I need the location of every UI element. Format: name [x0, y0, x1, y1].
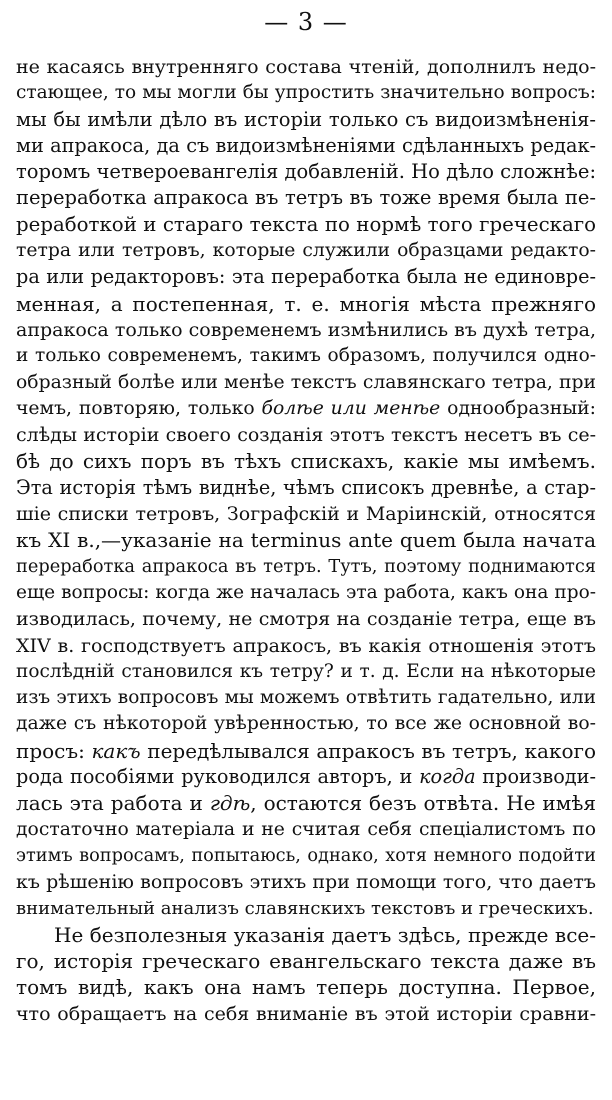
text-segment: , остаются безъ отвѣта. Не имѣя: [250, 791, 596, 816]
text-line: Не безполезныя указанія даетъ здѣсь, прежде все-: [54, 922, 596, 947]
text-line: ра или редакторовъ: эта переработка была не единовре-: [16, 265, 596, 289]
text-segment: однообразный:: [440, 397, 596, 419]
text-line: стающее, то мы могли бы упростить значительно вопросъ:: [16, 82, 596, 104]
text-line: апракоса только современемъ измѣнились въ духѣ тетра,: [16, 318, 596, 341]
text-line: [16, 790, 596, 816]
text-segment: рода пособіями руководился авторъ, и: [16, 765, 420, 789]
text-line: къ XI в.,—указаніе на terminus ante quem была начата: [16, 528, 596, 553]
italic-text-segment: болѣе или менѣе: [261, 397, 441, 419]
text-line: къ рѣшенію вопросовъ этихъ при помощи того, что даетъ: [16, 871, 596, 894]
text-line: достаточно матеріала и не считая себя спеціалистомъ по: [16, 818, 596, 840]
text-line: [16, 396, 596, 422]
text-line: XIV в. господствуетъ апракосъ, въ какія отношенія этотъ: [16, 634, 596, 657]
text-segment: передѣлывался апракосъ въ тетръ, какого: [140, 738, 596, 763]
text-line: бѣ до сихъ поръ въ тѣхъ спискахъ, какіе мы имѣемъ.: [16, 449, 596, 474]
text-line: томъ видѣ, какъ она намъ теперь доступна. Первое,: [16, 975, 596, 1000]
italic-text-segment: гдѣ: [209, 791, 251, 816]
text-line: еще вопросы: когда же началась эта работа, какъ она про-: [16, 581, 596, 603]
text-line: изводилась, почему, не смотря на созданіе тетра, еще въ: [16, 608, 596, 631]
italic-text-segment: когда: [419, 765, 476, 789]
text-line: переработка апракоса въ тетръ. Тутъ, поэтому поднимаются: [16, 556, 596, 577]
text-segment: лась эта работа и: [16, 791, 210, 816]
text-line: менная, а постепенная, т. е. многія мѣста прежняго: [16, 291, 596, 316]
text-segment: чемъ, повторяю, только: [16, 397, 262, 419]
text-line: ми апракоса, да съ видоизмѣненіями сдѣланныхъ редак-: [16, 133, 596, 157]
text-line: шіе списки тетровъ, Зографскій и Маріинскій, относятся: [16, 503, 596, 526]
text-line: что обращаетъ на себя вниманіе въ этой исторіи сравни-: [16, 1002, 596, 1025]
italic-text-segment: какъ: [91, 738, 141, 763]
text-line: этимъ вопросамъ, попытаюсь, однако, хотя немного подойти: [16, 845, 596, 866]
text-line: образный болѣе или менѣе текстъ славянскаго тетра, при: [16, 371, 596, 393]
text-line: [16, 738, 596, 764]
text-line: внимательный анализъ славянскихъ текстовъ и греческихъ.: [16, 897, 594, 919]
text-line: [16, 764, 596, 790]
text-line: мы бы имѣли дѣло въ исторіи только съ видоизмѣненія-: [16, 107, 596, 131]
text-line: послѣдній становился къ тетру? и т. д. Если на нѣкоторые: [16, 660, 596, 682]
text-line: слѣды исторіи своего созданія этотъ текстъ несетъ въ се-: [16, 424, 596, 447]
text-line: изъ этихъ вопросовъ мы можемъ отвѣтить гадательно, или: [16, 687, 596, 709]
text-line: Эта исторія тѣмъ виднѣе, чѣмъ списокъ древнѣе, а стар-: [16, 475, 596, 499]
text-segment: просъ:: [16, 738, 92, 763]
text-line: тетра или тетровъ, которые служили образцами редакто-: [16, 240, 596, 262]
text-line: го, исторія греческаго евангельскаго текста даже въ: [16, 949, 596, 974]
text-line: переработка апракоса въ тетръ въ тоже время была пе-: [16, 186, 596, 210]
text-line: реработкой и стараго текста по нормѣ того греческаго: [16, 212, 596, 236]
page-number: — 3 —: [264, 8, 348, 36]
body-text: [16, 54, 596, 1027]
text-line: даже съ нѣкоторой увѣренностью, то все же основной во-: [16, 713, 596, 735]
text-line: торомъ четвероевангелія добавленій. Но дѣло сложнѣе:: [16, 160, 596, 184]
text-line: и только современемъ, такимъ образомъ, получился одно-: [16, 345, 596, 367]
text-segment: производи-: [475, 765, 596, 789]
text-line: не касаясь внутренняго состава чтеній, дополнилъ недо-: [16, 56, 596, 78]
